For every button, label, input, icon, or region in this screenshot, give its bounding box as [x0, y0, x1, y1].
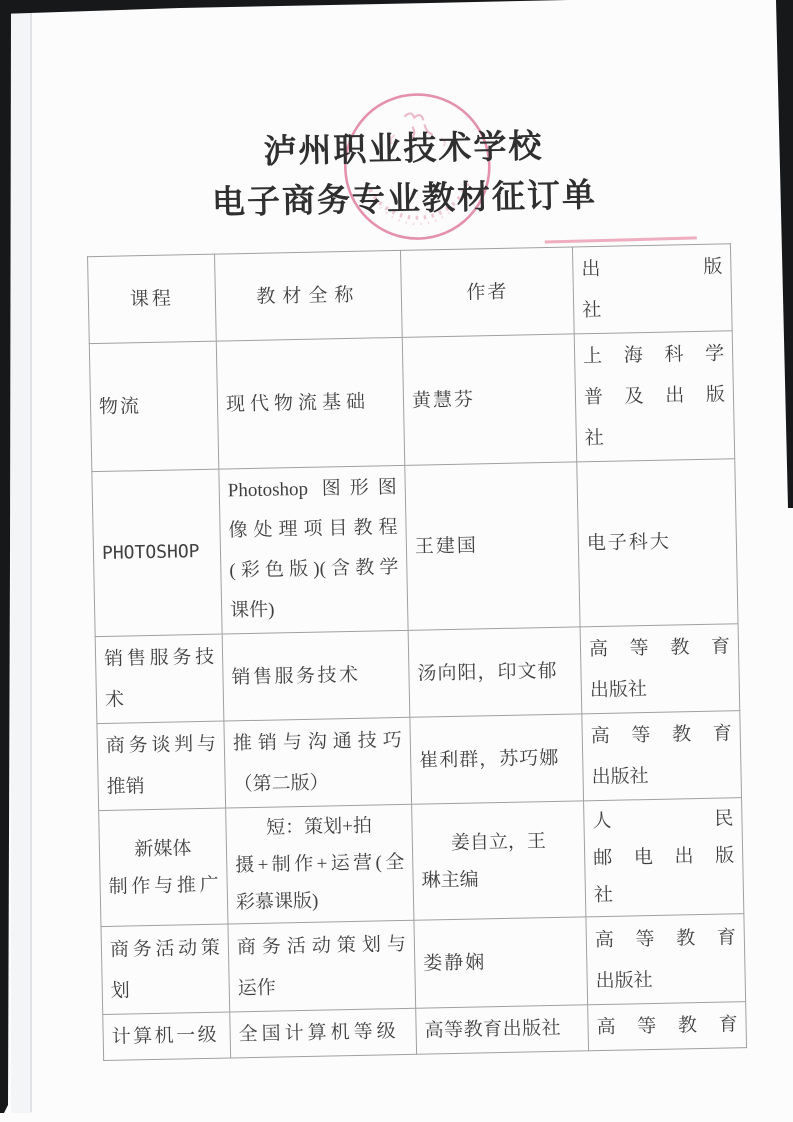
publisher-cell: 高等教育	[588, 1002, 747, 1051]
document-title	[0, 116, 784, 232]
course-cell: 销售服务技 术	[95, 634, 224, 724]
book-cell: 短：策划+拍 摄+制作+运营(全 彩慕课版)	[226, 804, 414, 924]
publisher-cell: 人民 邮电出版 社	[584, 798, 744, 917]
pink-ink-artifact	[545, 236, 697, 243]
author-cell: 高等教育出版社	[416, 1005, 589, 1054]
book-cell: 商务活动策划与 运作	[228, 920, 416, 1012]
header-author: 作者	[400, 247, 574, 337]
header-course: 课程	[88, 254, 217, 344]
publisher-cell: 高等教育 出版社	[582, 711, 742, 801]
author-cell: 娄静娴	[414, 917, 588, 1008]
header-book: 教材全称	[215, 250, 403, 341]
author-cell: 黄慧芬	[402, 334, 577, 465]
header-row	[88, 244, 733, 344]
publisher-cell: 上海科学 普及出版 社	[574, 331, 735, 462]
author-cell: 崔利群，苏巧娜	[410, 714, 584, 804]
book-cell: 现代物流基础	[216, 337, 405, 469]
table-row	[92, 459, 738, 637]
author-cell: 汤向阳，印文郁	[408, 627, 582, 717]
table-row	[101, 914, 746, 1015]
header-publisher: 出版 社	[572, 244, 732, 334]
table-row	[89, 331, 734, 472]
book-cell: 全国计算机等级	[230, 1008, 417, 1058]
course-cell: 商务谈判与 推销	[97, 721, 226, 811]
book-cell: 销售服务技术	[222, 630, 410, 721]
table-row	[97, 711, 742, 811]
book-cell: 推销与沟通技巧 （第二版）	[224, 717, 412, 808]
publisher-cell: 高等教育 出版社	[580, 624, 740, 714]
title-line-2: 电子商务专业教材征订单	[211, 175, 598, 221]
course-cell: 商务活动策 划	[101, 924, 230, 1015]
book-cell: Photoshop 图形图 像处理项目教程 (彩色版)(含教学 课件)	[219, 465, 408, 634]
course-cell: 新媒体 制作与推广	[99, 808, 228, 927]
table-row	[95, 624, 740, 724]
publisher-cell: 电子科大	[577, 459, 738, 627]
textbook-order-table	[87, 243, 747, 1061]
course-cell: 物流	[89, 341, 219, 472]
table-row	[99, 798, 744, 927]
course-cell: PHOTOSHOP	[92, 469, 222, 637]
author-cell: 王建国	[405, 462, 580, 630]
author-cell: 姜自立，王 琳主编	[412, 801, 586, 920]
course-cell: 计算机一级	[103, 1012, 231, 1061]
title-line-1: 泸州职业技术学校	[263, 127, 544, 170]
publisher-cell: 高等教育 出版社	[586, 914, 746, 1005]
